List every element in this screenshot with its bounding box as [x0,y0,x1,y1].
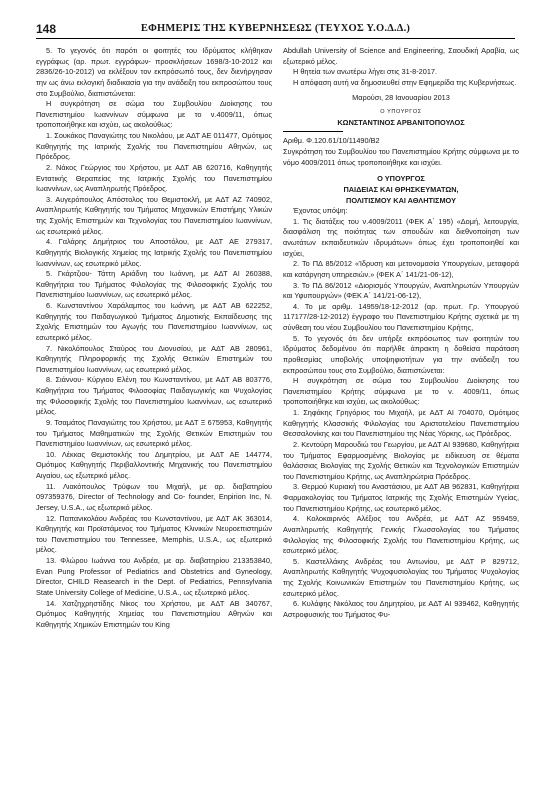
body-paragraph: 1. Τις διατάξεις του ν.4009/2011 (ΦΕΚ Α΄ 195) «Δομή, λειτουργία, διασφάλιση της ποιότητας των σπουδών και διεθνοποίηση των ανωτάτων εκπαιδευτικών ιδρυμάτων» όπως έχει τροποποιηθεί και ισχύει, [283,216,519,258]
page-number: 148 [36,22,57,36]
body-paragraph: 1. Σηφάκης Γρηγόριος του Μιχαήλ, με ΑΔΤ ΑΙ 704070, Ομότιμος Καθηγητής Κλασσικής Φιλολογίας του Αριστοτελείου Πανεπιστημίου Θεσσαλονίκης και του Πανεπιστημίου της Νέας Υόρκης, ως Πρόεδρος. [283,408,519,439]
body-paragraph: 3. Θερμού Κυριακή του Αναστάσιου, με ΑΔΤ ΑΒ 962831, Καθηγήτρια Φαρμακολογίας του Τμήματος Ιατρικής της Σχολής Επιστημών Υγείας, του Πανεπιστημίου Κρήτης, ως εσωτερικό μέλος. [283,482,519,513]
body-paragraph: 5. Το γεγονός ότι δεν υπήρξε εκπρόσωπος των φοιτητών του Ιδρύματος δεδομένου ότι παρήλθε άπρακτη η δοθείσα παράταση προθεσμίας υποβολής υποψηφιοτήτων για την ανάδειξη του εκπροσώπου τους στο Συμβούλιο, διαπιστώνεται: [283,333,519,375]
body-paragraph: 1. Σουκάκος Παναγιώτης του Νικολάου, με ΑΔΤ ΑΕ 011477, Ομότιμος Καθηγητής της Ιατρικής Σχολής του Πανεπιστημίου Αθηνών, ως Πρόεδρος. [36,131,272,162]
body-paragraph: Έχοντας υπόψη: [293,206,348,216]
body-paragraph: 13. Φλώρου Ιωάννα του Ανδρέα, με αρ. διαβατηρίου 213353840, Evan Pung Professor of Pediatrics and Obstetrics and Gyneology, Director, CHILD Reasearch in the Dept. of Pediatrics, Pennsylvania State University College of Medicine, U.S.A., ως εξωτερικό μέλος. [36,556,272,597]
right-column [283,46,519,621]
body-paragraph: 5. Το γεγονός ότι παρότι οι φοιτητές του Ιδρύματος κλήθηκαν εγγράφως (αρ. πρωτ. εγγράφων- προσκλήσεων 1698/3-10-2012 και 2836/26-10-2012) να εκλέξουν τον εκπρόσωπό τους, δεν διενήργησαν την ως άνω εκλογική διαδικασία για την ανάδειξη του εκπροσώπου τους στο Συμβούλιο, διαπιστώνεται: [36,46,272,98]
body-paragraph: 9. Τσαμάτος Παναγιώτης του Χρήστου, με ΑΔΤ Ξ 675953, Καθηγητής του Τμήματος Μαθηματικών της Σχολής Θετικών Επιστημών του Πανεπιστημίου Ιωαννίνων, ως εσωτερικό μέλος. [36,417,272,449]
body-paragraph: 11. Λιακόπουλος Τρύφων του Μιχαήλ, με αρ. διαβατηρίου 097359376, Director of Technology and Co- founder, Enpirion Inc, N. Jersey, U.S.A., ως εξωτερικό μέλος. [36,481,272,512]
body-paragraph: 2. Κεντούρη Μαρουδιώ του Γεωργίου, με ΑΔΤ ΑΙ 939680, Καθηγήτρια του Τμήματος Εφαρμοσμένης Βιολογίας με ειδίκευση σε θέματα θαλάσσιας Βιολογίας της Σχολής Θετικών και Τεχνολογικών Επιστημών του Πανεπιστημίου Κρήτης, ως Αναπληρώτρια Πρόεδρος. [283,439,519,481]
reference-subject: Συγκρότηση του Συμβουλίου του Πανεπιστημίου Κρήτης σύμφωνα με το νόμο 4009/2011 όπως τροποποιήθηκε και ισχύει. [283,147,519,167]
page-header [36,22,515,39]
section-divider [283,131,343,132]
right-paragraphs [283,206,519,620]
body-paragraph: 5. Γκάρτζιου- Τάττη Αριάδνη του Ιωάννη, με ΑΔΤ ΑΙ 260388, Καθηγήτρια του Τμήματος Φιλολογίας της Φιλοσοφικής Σχολής του Πανεπιστημίου Ιωαννίνων, ως εσωτερικό μέλος. [36,269,272,300]
ministry-heading-1: Ο ΥΠΟΥΡΓΟΣ [377,174,425,184]
body-paragraph: Η συγκρότηση σε σώμα του Συμβουλίου Διοίκησης του Πανεπιστημίου Κρήτης σύμφωνα με το ν. 4009/11, όπως τροποποιήθηκε και ισχύει, ως ακολούθως: [283,376,519,407]
body-paragraph: 8. Σιάννου- Κύργιου Ελένη του Κωνσταντίνου, με ΑΔΤ ΑΒ 803776, Καθηγήτρια του Τμήματος Φιλοσοφίας Παιδαγωγικής και Ψυχολογίας της Φιλοσοφικής Σχολής του Πανεπιστημίου Ιωαννίνων, ως εσωτερικό μέλος. [36,375,272,417]
body-paragraph: 14. Χατζηχρηστίδης Νίκος του Χρήστου, με ΑΔΤ ΑΒ 340767, Ομότιμος Καθηγητής Χημείας του Πανεπιστημίου Αθηνών και Καθηγητής Χημικών Επιστημών του King [36,598,272,629]
ministry-heading-2: ΠΑΙΔΕΙΑΣ ΚΑΙ ΘΡΗΣΚΕΥΜΑΤΩΝ, [343,184,459,194]
body-paragraph: 3. Το ΠΔ 86/2012 «Διορισμός Υπουργών, Αναπληρωτών Υπουργών και Υφυπουργών» (ΦΕΚ Α΄ 141/21-06-12), [283,280,519,301]
body-paragraph: 6. Κωνσταντίνου Χαράλαμπος του Ιωάννη, με ΑΔΤ ΑΒ 622252, Καθηγητής του Παιδαγωγικού Τμήματος Δημοτικής Εκπαίδευσης της Σχολής Επιστημών του Αγωγής του Πανεπιστημίου Ιωαννίνων, ως εσωτερικό μέλος. [36,301,272,342]
body-paragraph: 4. Το με αριθμ. 14959/18-12-2012 (αρ. πρωτ. Γρ. Υπουργού 117177/28-12-2012) έγγραφο του Πανεπιστημίου Κρήτης σχετικά με τη σύνθεση του νέου Συμβουλίου του Πανεπιστημίου Κρήτης, [283,301,519,332]
body-paragraph: 2. Το ΠΔ 85/2012 «Ίδρυση και μετονομασία Υπουργείων, μεταφορά και κατάργηση υπηρεσιών.» (ΦΕΚ Α΄ 141/21-06-12), [283,259,519,279]
body-paragraph: 3. Αυγερόπουλος Απόστολος του Θεμιστοκλή, με ΑΔΤ ΑΖ 740902, Αναπληρωτής Καθηγητής του Τμήματος Μηχανικών Επιστήμης Υλικών της Σχολής Επιστημών και Τεχνολογίας του Πανεπιστημίου Ιωαννίνων, ως εσωτερικό μέλος. [36,194,272,236]
place-date: Μαρούσι, 28 Ιανουαρίου 2013 [352,92,450,102]
body-paragraph: 4. Γαλάρης Δημήτριος του Αποστόλου, με ΑΔΤ ΑΕ 279317, Καθηγητής Βιολογικής Χημείας της Ιατρικής Σχολής του Πανεπιστημίου Ιωαννίνων, ως εσωτερικό μέλος. [36,237,272,268]
body-paragraph: 6. Κυλάφης Νικόλαος του Δημητρίου, με ΑΔΤ ΑΙ 939462, Καθηγητής Αστροφυσικής του Τμήματος Φυ- [283,599,519,619]
reference-number: Αριθμ. Φ.120.61/10/11490/Β2 [283,136,380,146]
minister-name: ΚΩΝΣΤΑΝΤΙΝΟΣ ΑΡΒΑΝΙΤΟΠΟΥΛΟΣ [337,117,465,127]
body-paragraph: 10. Λέκκας Θεμιστοκλής του Δημητρίου, με ΑΔΤ ΑΕ 144774, Ομότιμος Καθηγητής Περιβαλλοντικής Μηχανικής του Πανεπιστημίου Αιγαίου, ως εξωτερικό μέλος. [36,449,272,480]
body-paragraph: 12. Παπανικολάου Ανδρέας του Κωνσταντίνου, με ΑΔΤ ΑΚ 363014, Καθηγητής και Προϊστάμενος του Τμήματος Κλινικών Νευροεπιστημών του Πανεπιστημίου του Tennessee, Memphis, U.S.A., ως εξωτερικό μέλος. [36,513,272,555]
body-paragraph: 5. Καστελλάκης Ανδρέας του Αντωνίου, με ΑΔΤ Ρ 829712, Αναπληρωτής Καθηγητής Ψυχοφυσιολογίας του Τμήματος Ψυχολογίας της Σχολής Κοινωνικών Επιστημών του Πανεπιστημίου Κρήτης, ως εσωτερικό μέλος. [283,556,519,598]
body-paragraph: 2. Νάκος Γεώργιος του Χρήστου, με ΑΔΤ ΑΒ 620716, Καθηγητής Εντατικής Θεραπείας της Ιατρικής Σχολής του Πανεπιστημίου Ιωαννίνων, ως Αναπληρωτής Πρόεδρος. [36,162,272,194]
continuation-paragraph: Abdullah University of Science and Engineering, Σαουδική Αραβία, ως εξωτερικό μέλος. [283,46,519,66]
minister-label: Ο ΥΠΟΥΡΓΟΣ [380,109,422,116]
gazette-title: ΕΦΗΜΕΡΙΣ ΤΗΣ ΚΥΒΕΡΝΗΣΕΩΣ (ΤΕΥΧΟΣ Υ.Ο.Δ.Δ.) [140,23,411,34]
left-column [36,46,272,630]
body-paragraph: 4. Κολοκαιρινός Αλέξιος του Ανδρέα, με ΑΔΤ ΑΖ 959459, Αναπληρωτής Καθηγητής Γενικής Γλωσσολογίας του Τμήματος Φιλολογίας της Φιλοσοφικής Σχολής του Πανεπιστημίου Κρήτης, ως εσωτερικό μέλος. [283,514,519,556]
term-paragraph: Η θητεία των ανωτέρω λήγει στις 31-8-2017. [293,67,438,77]
body-paragraph: 7. Νικολόπουλος Σταύρος του Διονυσίου, με ΑΔΤ ΑΒ 280961, Καθηγητής Πληροφορικής της Σχολής Θετικών Επιστημών του Πανεπιστημίου Ιωαννίνων, ως εσωτερικό μέλος. [36,343,272,374]
body-paragraph: Η συγκρότηση σε σώμα του Συμβουλίου Διοίκησης του Πανεπιστημίου Ιωαννίνων σύμφωνα με το ν.4009/11, όπως τροποποιήθηκε και ισχύει, ως ακολούθως: [36,99,272,130]
ministry-heading-3: ΠΟΛΙΤΙΣΜΟΥ ΚΑΙ ΑΘΛΗΤΙΣΜΟΥ [346,195,456,205]
publication-paragraph: Η απόφαση αυτή να δημοσιευθεί στην Εφημερίδα της Κυβερνήσεως. [293,77,517,87]
